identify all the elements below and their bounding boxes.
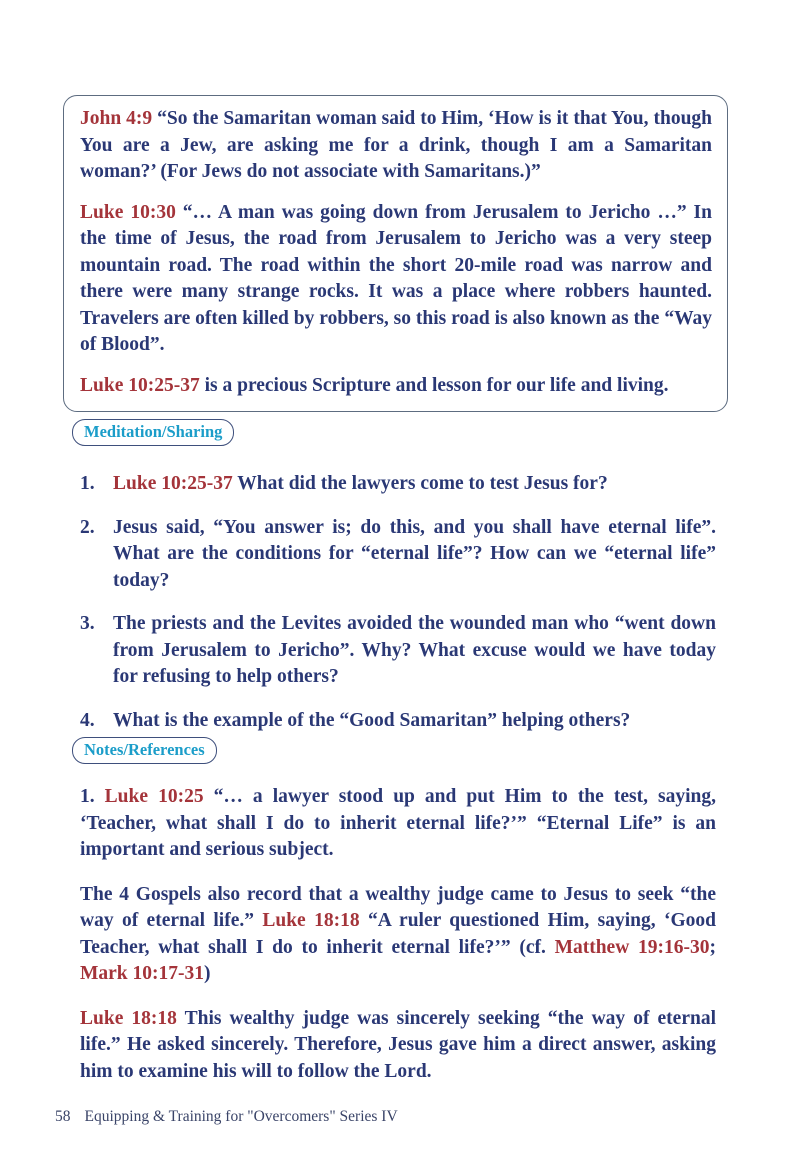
page-number: 58 — [55, 1108, 71, 1125]
note-paragraph — [80, 784, 716, 864]
scripture-box — [63, 95, 728, 412]
text-segment: The 4 Gospels also record that a wealthy judge came to Jesus to seek “the way of eternal life.” — [80, 883, 716, 931]
notes-references-badge-label: Notes/References — [84, 740, 205, 759]
question-number: 4. — [80, 709, 95, 731]
question-text — [113, 515, 716, 595]
text-segment: 1. — [80, 786, 105, 807]
scripture-reference: Luke 10:30 — [80, 201, 183, 223]
text-segment: “… a lawyer stood up and put Him to the test, saying, ‘Teacher, what shall I do to inherit eternal life?’” “Eternal Life” is an important and serious subject. — [80, 786, 716, 860]
text-segment: The priests and the Levites avoided the wounded man who “went down from Jerusalem to Jericho”. Why? What excuse would we have today for refusing to help others? — [113, 613, 716, 687]
text-segment: Jesus said, “You answer is; do this, and you shall have eternal life”. What are the conditions for “eternal life”? How can we “eternal life” today? — [113, 516, 716, 591]
text-segment: ; — [709, 936, 716, 958]
notes-section — [80, 784, 716, 1103]
question-number: 3. — [80, 613, 95, 634]
scripture-reference: Luke 18:18 — [262, 910, 368, 931]
meditation-sharing-badge — [72, 419, 234, 446]
scripture-reference: Mark 10:17-31 — [80, 963, 205, 984]
text-segment: is a precious Scripture and lesson for our life and living. — [204, 374, 669, 396]
text-segment: What did the lawyers come to test Jesus for? — [237, 473, 608, 494]
scripture-paragraph — [80, 106, 712, 186]
text-segment: “So the Samaritan woman said to Him, ‘How is it that You, though You are a Jew, are asking me for a drink, though I am a Samaritan woman?’ (For Jews do not associate with Samaritans.)” — [80, 108, 713, 182]
note-paragraph — [80, 882, 716, 988]
scripture-reference: Matthew 19:16-30 — [554, 936, 710, 958]
question-item — [80, 515, 716, 595]
question-item — [80, 471, 716, 498]
scripture-reference: Luke 18:18 — [80, 1007, 185, 1029]
text-segment: “A ruler questioned Him, saying, ‘Good Teacher, what shall I do to inherit eternal life?’” (cf. — [80, 910, 716, 958]
scripture-reference: Luke 10:25-37 — [80, 374, 205, 396]
text-segment: ) — [204, 963, 211, 984]
scripture-reference: Luke 10:25 — [104, 786, 214, 807]
question-number: 1. — [80, 473, 95, 494]
text-segment: This wealthy judge was sincerely seeking “the way of eternal life.” He asked sincerely. Therefore, Jesus gave him a direct answer, asking him to examine his will to follow the Lord. — [80, 1007, 716, 1082]
question-item — [80, 708, 716, 735]
notes-references-badge — [72, 737, 217, 764]
question-text — [113, 708, 716, 735]
scripture-reference: John 4:9 — [80, 108, 158, 129]
questions-list — [80, 471, 716, 751]
question-item — [80, 611, 716, 691]
meditation-sharing-badge-label: Meditation/Sharing — [84, 422, 223, 441]
question-text — [113, 611, 716, 691]
text-segment: “… A man was going down from Jerusalem to Jericho …” In the time of Jesus, the road from Jerusalem to Jericho was a very steep mountain road. The road within the short 20-mile road was narrow and there were many strange rocks. It was a place where robbers haunted. Travelers are often killed by robbers, so this road is also known as the “Way of Blood”. — [80, 201, 712, 355]
note-paragraph — [80, 1006, 716, 1086]
question-text — [113, 471, 716, 498]
scripture-paragraph — [80, 200, 712, 359]
page-footer — [55, 1108, 398, 1126]
text-segment: What is the example of the “Good Samaritan” helping others? — [113, 709, 631, 731]
scripture-paragraph — [80, 373, 712, 400]
scripture-reference: Luke 10:25-37 — [113, 473, 238, 494]
question-number: 2. — [80, 516, 95, 538]
footer-book-title: Equipping & Training for "Overcomers" Series IV — [84, 1108, 398, 1125]
